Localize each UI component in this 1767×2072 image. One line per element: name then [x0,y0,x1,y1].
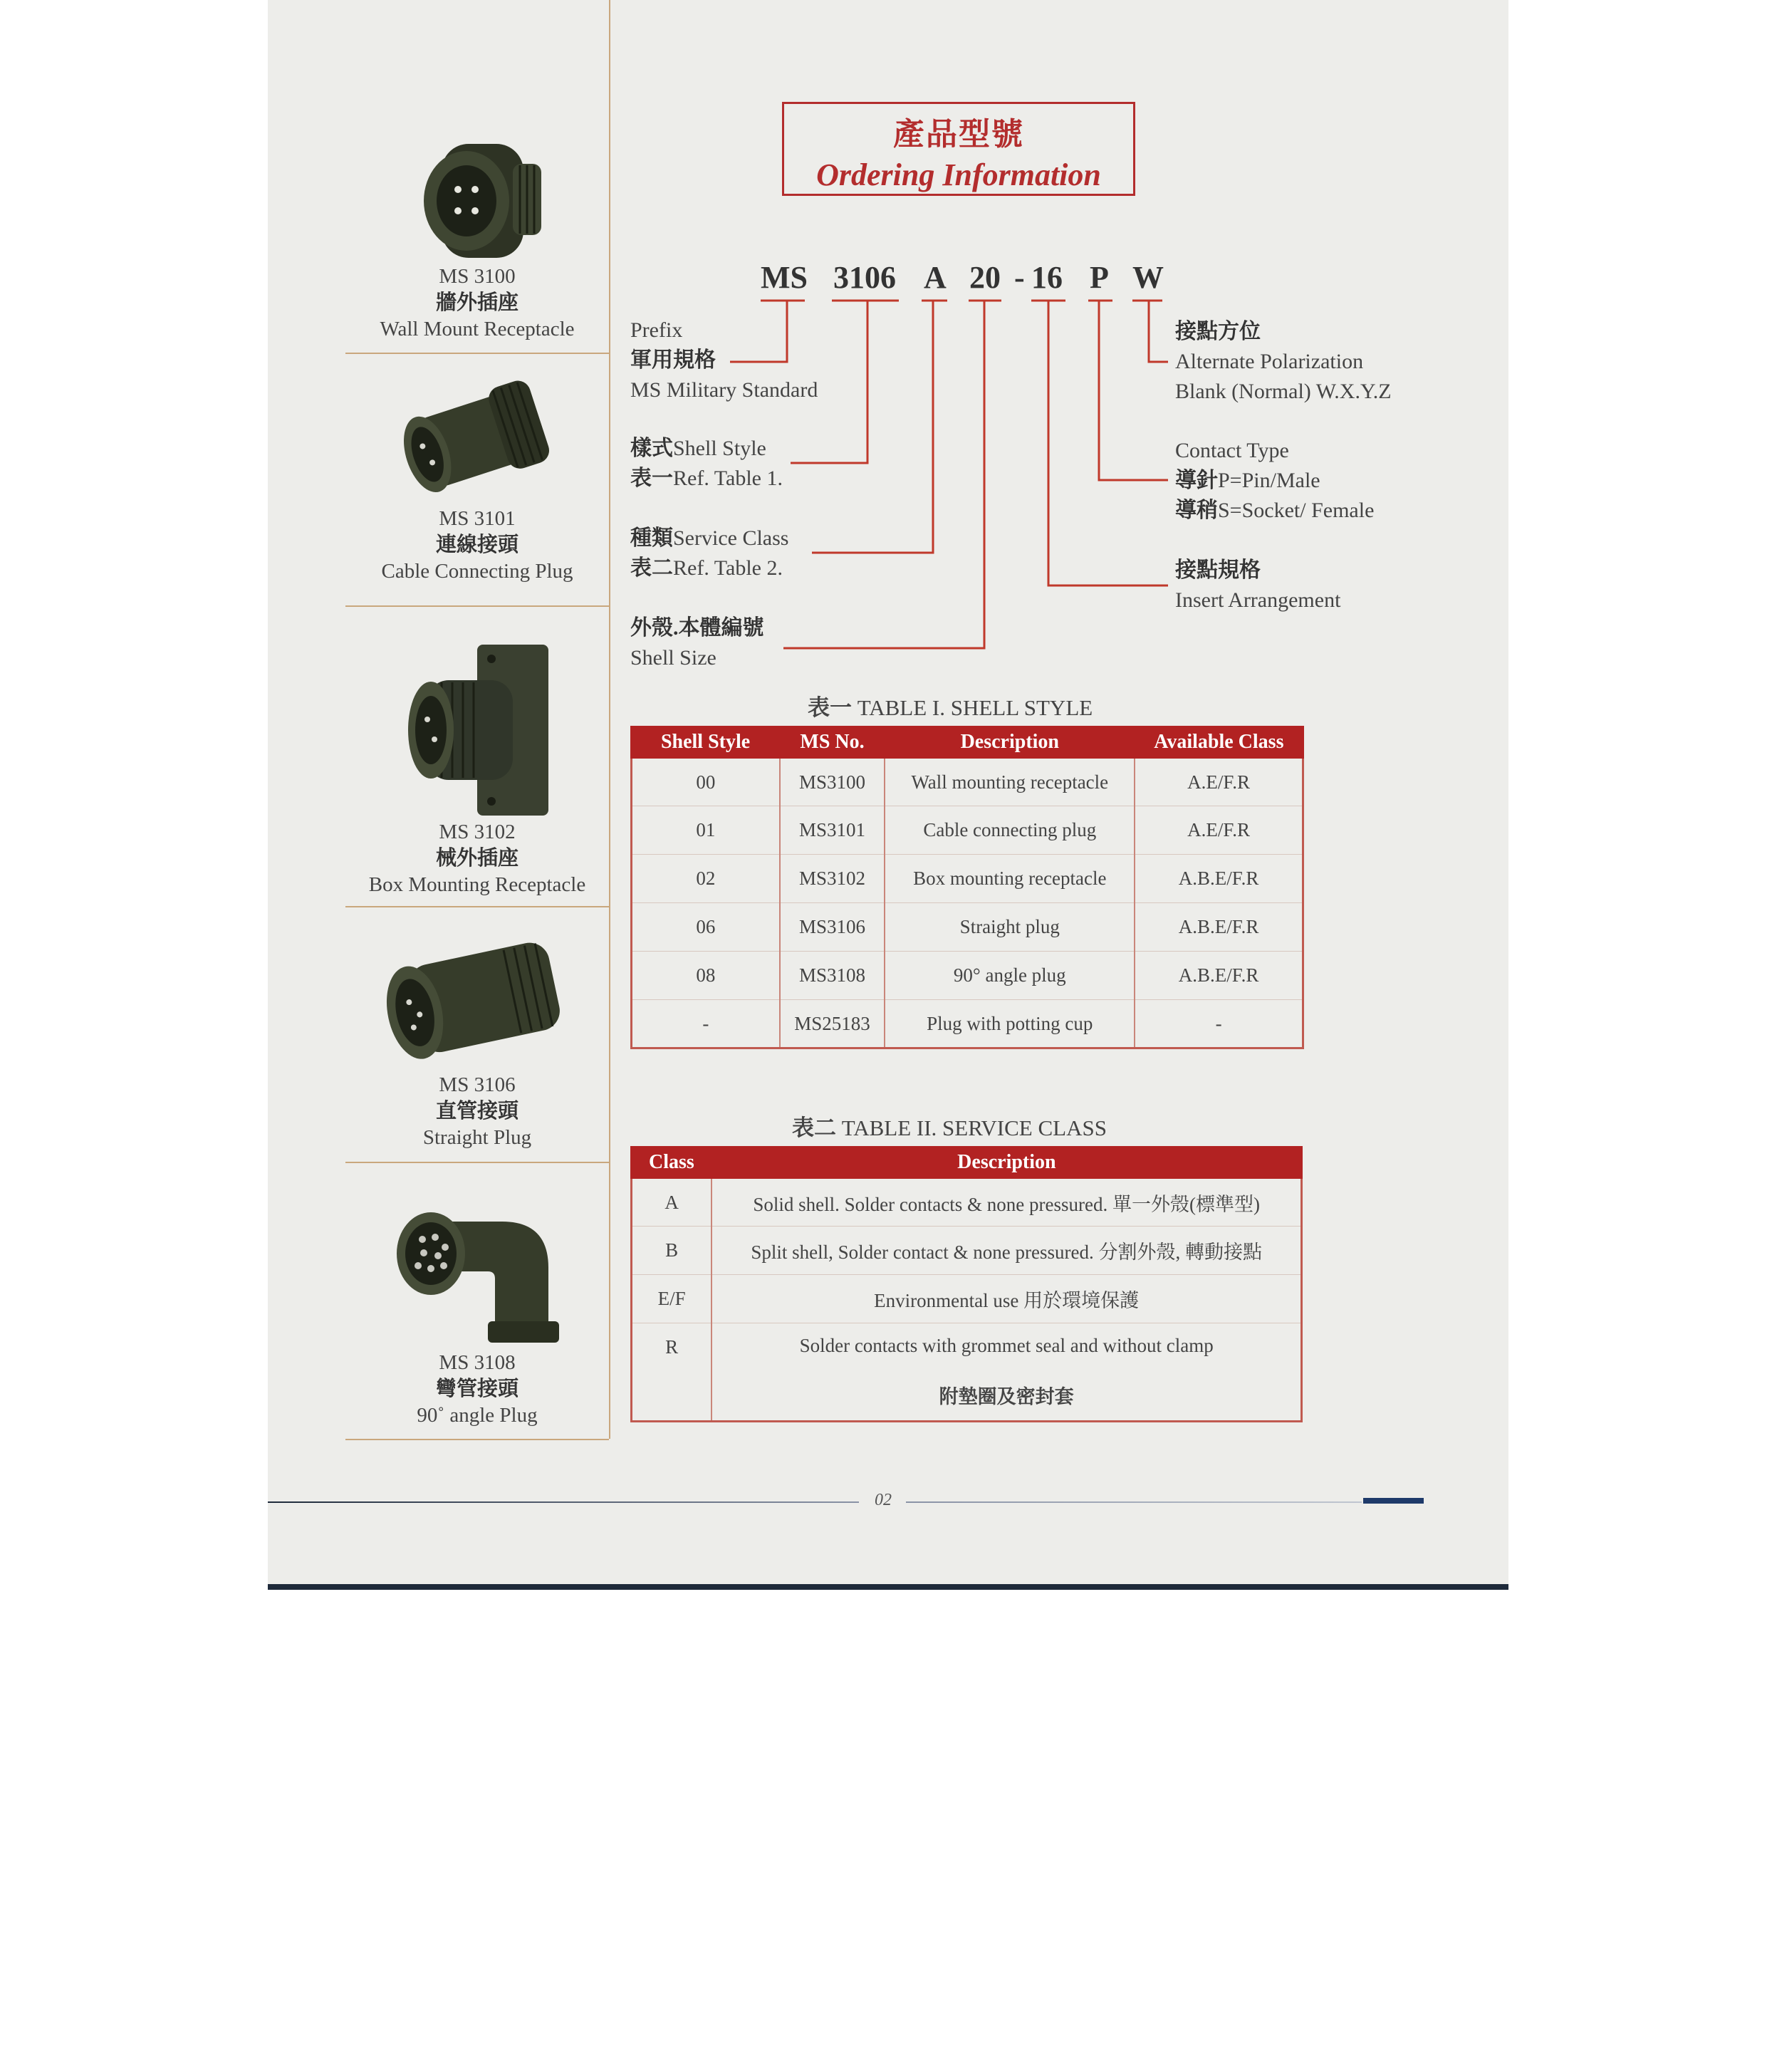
page-number: 02 [875,1491,892,1509]
pn-shell-size: 20 [969,260,1001,295]
cell-class: B [632,1227,712,1275]
col-description: Description [885,727,1135,758]
pn-insert: 16 [1031,260,1063,295]
cell-available-class: A.B.E/F.R [1135,952,1303,1000]
contact-type-title: Contact Type [1175,439,1289,462]
cell-ms-no: MS3108 [780,952,885,1000]
prefix-zh: 軍用規格 [630,348,716,372]
product-name-zh: 彎管接頭 [435,1378,518,1400]
cell-shell-style: 00 [632,758,780,806]
col-shell-style: Shell Style [632,727,780,758]
pn-shell-style: 3106 [833,260,896,295]
table1-caption [808,689,1093,722]
cell-description-zh: 附墊圈及密封套 [939,1386,1074,1407]
footer-rule-left [268,1501,859,1503]
product-code: MS 3100 [439,265,516,288]
cell-available-class: A.B.E/F.R [1135,903,1303,952]
cell-shell-style: 01 [632,806,780,855]
product-name-zh: 連線接頭 [435,533,518,556]
cell-description: Plug with potting cup [885,1000,1135,1048]
shell-style-label [630,434,783,494]
cell-description: 90° angle plug [885,952,1135,1000]
product-name-zh: 牆外插座 [435,291,518,314]
cell-description [712,1323,1301,1422]
cell-ms-no: MS3101 [780,806,885,855]
product-code: MS 3101 [439,507,516,530]
product-name-en: Cable Connecting Plug [381,560,573,583]
table-row [632,1000,1303,1048]
cell-ms-no: MS3100 [780,758,885,806]
pn-prefix: MS [761,260,808,295]
cell-description: Environmental use 用於環境保護 [712,1275,1301,1323]
product-code: MS 3108 [439,1351,516,1374]
contact-type-label [1175,436,1374,526]
contact-pin: 導針P=Pin/Male [1175,469,1320,492]
cell-shell-style: 02 [632,855,780,903]
cell-description: Split shell, Solder contact & none pressured. 分割外殼, 轉動接點 [712,1227,1301,1275]
table-header-row [632,1147,1302,1178]
shell-size-zh: 外殼.本體編號 [630,616,764,640]
cell-class: R [632,1323,712,1422]
insert-en: Insert Arrangement [1175,588,1341,612]
cell-shell-style: 06 [632,903,780,952]
table2-caption-zh: 表二 [792,1115,836,1140]
product-name-en: Straight Plug [422,1126,532,1149]
pn-service-class: A [924,260,947,295]
cell-description: Straight plug [885,903,1135,952]
pn-polarization: W [1132,260,1164,295]
table-row [632,758,1303,806]
title-zh: 產品型號 [893,117,1024,152]
cell-class: E/F [632,1275,712,1323]
table-row [632,1275,1302,1323]
cell-shell-style: 08 [632,952,780,1000]
footer-rule-right [906,1501,1362,1503]
col-description: Description [712,1147,1301,1178]
shell-style-ref: 表一Ref. Table 1. [630,467,783,490]
polarization-en: Alternate Polarization [1175,350,1364,373]
cell-description: Cable connecting plug [885,806,1135,855]
service-class-ref: 表二Ref. Table 2. [630,556,783,580]
cell-description-line: Solder contacts with grommet seal and without clamp [799,1335,1214,1356]
cell-available-class: - [1135,1000,1303,1048]
polarization-zh: 接點方位 [1175,320,1261,343]
cell-ms-no: MS3106 [780,903,885,952]
service-class-label [630,524,788,583]
pn-contact: P [1090,260,1109,295]
prefix-en: Prefix [630,318,683,342]
footer-accent-bar [1363,1498,1424,1504]
table-row [632,1227,1302,1275]
table-row [632,855,1303,903]
cell-available-class: A.E/F.R [1135,806,1303,855]
pn-dash: - [1014,260,1025,295]
shell-size-label [630,613,764,673]
polarization-label [1175,317,1392,407]
cell-available-class: A.E/F.R [1135,758,1303,806]
product-name-en: Wall Mount Receptacle [380,318,575,340]
product-name-en: 90˚ angle Plug [417,1404,538,1427]
table2-caption-en: TABLE II. SERVICE CLASS [841,1115,1107,1140]
col-class: Class [632,1147,712,1178]
col-available-class: Available Class [1135,727,1303,758]
prefix-label [630,316,818,405]
cell-description: Solid shell. Solder contacts & none pressured. 單一外殼(標準型) [712,1178,1301,1227]
cell-class: A [632,1178,712,1227]
cell-available-class: A.B.E/F.R [1135,855,1303,903]
shell-style-line: 樣式Shell Style [630,437,766,460]
table-row [632,952,1303,1000]
service-class-table [630,1146,1303,1422]
cell-ms-no: MS25183 [780,1000,885,1048]
title-en: Ordering Information [816,157,1101,192]
table-row [632,806,1303,855]
polarization-options: Blank (Normal) W.X.Y.Z [1175,380,1392,403]
prefix-standard: MS Military Standard [630,378,818,402]
shell-size-en: Shell Size [630,646,716,670]
cell-shell-style: - [632,1000,780,1048]
cell-ms-no: MS3102 [780,855,885,903]
product-name-zh: 直管接頭 [435,1100,518,1123]
insert-arrangement-label [1175,556,1340,615]
shell-style-table [630,726,1304,1049]
table-header-row [632,727,1303,758]
col-ms-no: MS No. [780,727,885,758]
service-class-line: 種類Service Class [630,526,789,550]
table-row [632,1323,1302,1422]
cell-description: Wall mounting receptacle [885,758,1135,806]
product-code: MS 3106 [439,1073,516,1096]
product-code: MS 3102 [439,821,516,843]
insert-zh: 接點規格 [1175,558,1261,582]
product-name-en: Box Mounting Receptacle [368,873,586,896]
table1-caption-zh: 表一 [808,695,852,720]
table2-caption [792,1110,1107,1142]
table1-caption-en: TABLE I. SHELL STYLE [857,695,1093,720]
product-name-zh: 械外插座 [435,847,518,870]
contact-socket: 導稍S=Socket/ Female [1175,499,1375,522]
table-row [632,1178,1302,1227]
table-row [632,903,1303,952]
cell-description: Box mounting receptacle [885,855,1135,903]
